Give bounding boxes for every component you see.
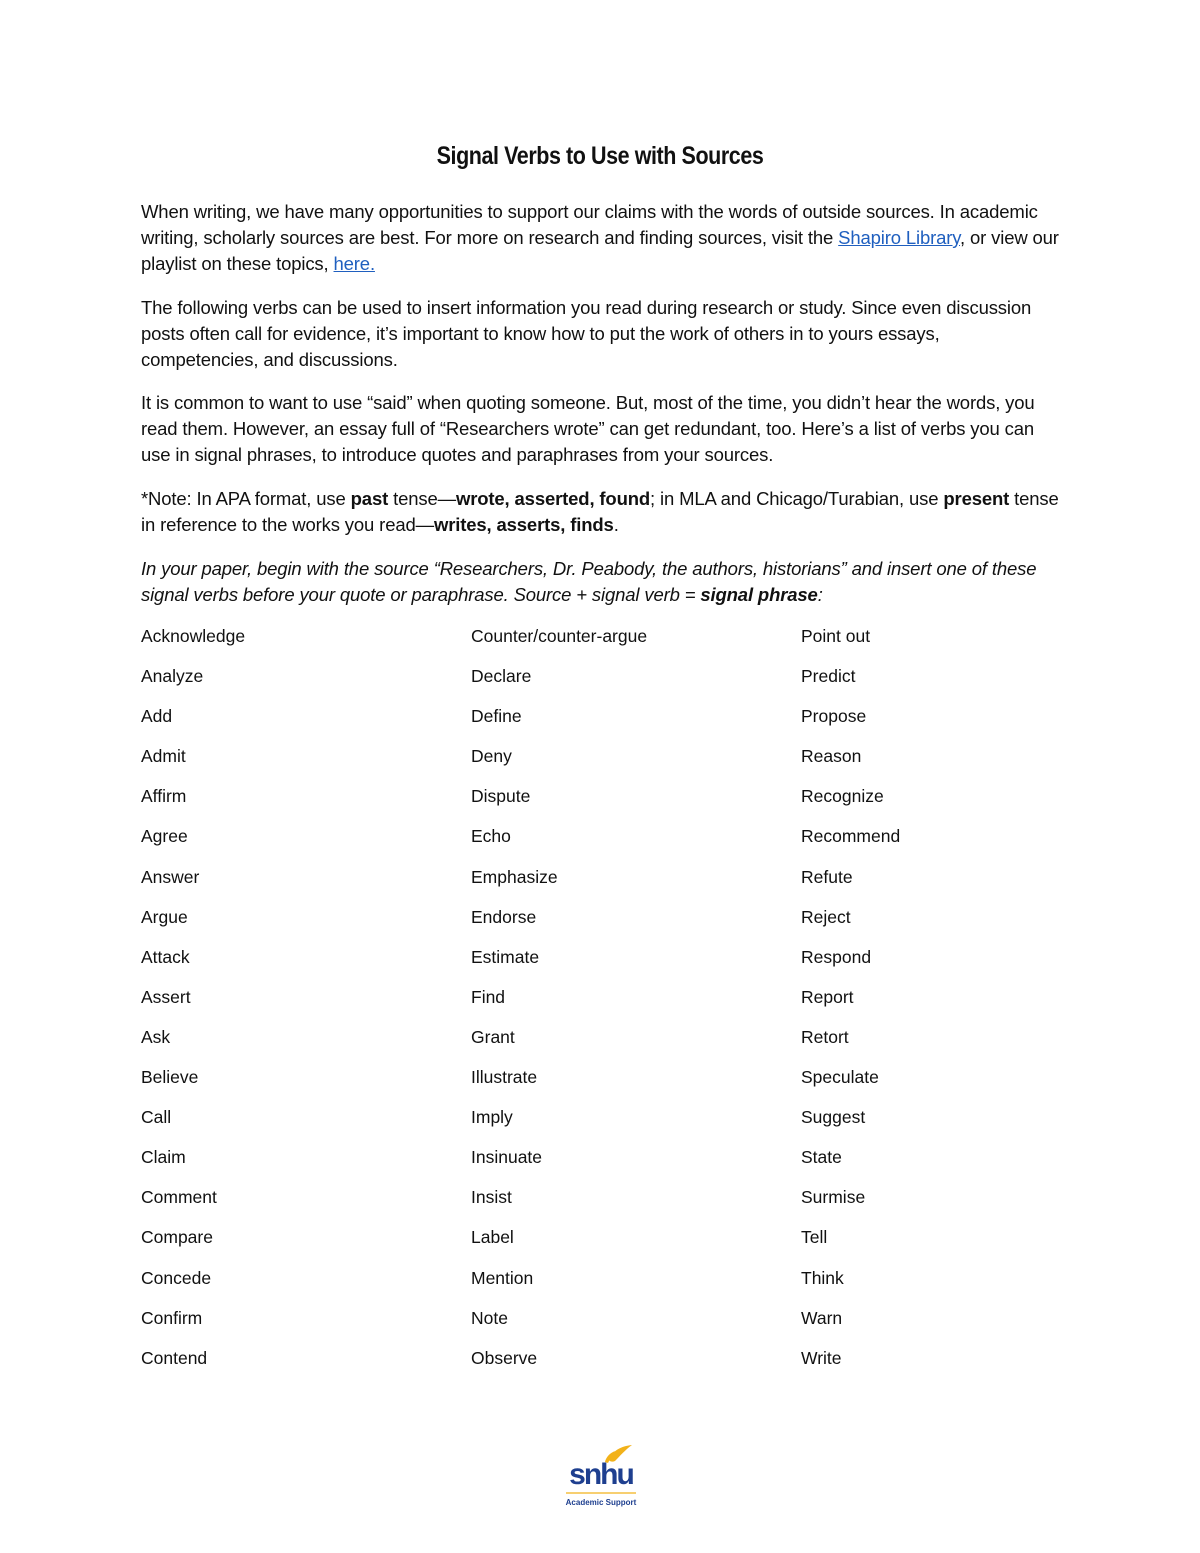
signal-verb: Endorse: [471, 906, 537, 927]
signal-verb: Concede: [141, 1267, 212, 1288]
signal-verb: Suggest: [801, 1107, 866, 1128]
signal-verb: Think: [801, 1267, 844, 1288]
signal-verb: Acknowledge: [141, 626, 246, 646]
signal-verb: Believe: [141, 1067, 199, 1088]
signal-verb: Affirm: [141, 786, 187, 807]
signal-verb: Comment: [141, 1187, 217, 1208]
signal-verb: Recommend: [801, 826, 901, 847]
signal-verb: Write: [801, 1347, 842, 1368]
signal-verb: Estimate: [471, 946, 540, 967]
tense-note-paragraph: [141, 486, 1061, 538]
note-text-2: tense—: [388, 488, 456, 509]
signal-verb: Define: [471, 706, 522, 727]
intro-paragraph: [141, 199, 1061, 277]
signal-verb: Imply: [471, 1107, 513, 1128]
signal-verb: Label: [471, 1227, 514, 1248]
note-past: past: [350, 488, 389, 509]
note-apa-examples: wrote, asserted, found: [455, 488, 651, 509]
playlist-link[interactable]: here.: [333, 253, 375, 274]
note-present: present: [943, 488, 1010, 509]
note-text-3: ; in MLA and Chicago/Turabian, use: [650, 488, 944, 509]
signal-verb: Echo: [471, 826, 511, 847]
intro-text-1: When writing, we have many opportunities to support our claims with the words of outside sources. In academic writing, scholarly sources are best. For more on research and finding sources, visit the: [141, 201, 1038, 248]
signal-verb: Note: [471, 1307, 508, 1328]
page-title: Signal Verbs to Use with Sources: [436, 142, 764, 170]
signal-verb: Add: [141, 706, 173, 727]
verb-column-2: [471, 622, 791, 1384]
snhu-logo-graphic: [560, 1442, 642, 1514]
signal-verb: Call: [141, 1107, 172, 1128]
signal-verb: Point out: [801, 626, 871, 646]
signal-verb: Grant: [471, 1026, 515, 1047]
signal-verb: State: [801, 1147, 842, 1168]
snhu-logo: [560, 1442, 642, 1514]
note-text-1: *Note: In APA format, use: [141, 488, 351, 509]
signal-verb: Attack: [141, 946, 190, 967]
signal-verb: Speculate: [801, 1067, 879, 1088]
signal-verb: Insist: [471, 1187, 512, 1208]
signal-verb: Observe: [471, 1347, 538, 1368]
signal-verb: Respond: [801, 946, 872, 967]
signal-verb: Contend: [141, 1347, 208, 1368]
verb-column-1: [141, 622, 461, 1384]
verbs-usage-paragraph: The following verbs can be used to insert information you read during research or study. Since even discussion posts often call for evidence, it’s important to know how to put the work of others in to yours essays, competencies, and discussions.: [141, 297, 1032, 370]
signal-verb: Report: [801, 986, 854, 1007]
logo-wordmark: snhu: [569, 1458, 633, 1491]
signal-verb: Analyze: [141, 666, 204, 687]
said-paragraph: It is common to want to use “said” when quoting someone. But, most of the time, you didn’t hear the words, you read them. However, an essay full of “Researchers wrote” can get redundant, too. Here’s a list of verbs you can use in signal phrases, to introduce quotes and paraphrases from your sources.: [141, 392, 1035, 465]
signal-verb: Mention: [471, 1267, 534, 1288]
note-text-4: tense in reference to the works you read—: [141, 488, 1059, 535]
signal-verb: Propose: [801, 706, 867, 727]
signal-verb: Retort: [801, 1026, 849, 1047]
signal-verb: Confirm: [141, 1307, 203, 1328]
signal-phrase-paragraph: [141, 556, 1061, 608]
note-mla-examples: writes, asserts, finds: [433, 514, 614, 535]
signal-verb: Recognize: [801, 786, 884, 807]
signal-text-2: :: [817, 584, 823, 605]
signal-verb: Declare: [471, 666, 532, 687]
verb-column-3: [801, 622, 1121, 1384]
signal-text-1: In your paper, begin with the source “Researchers, Dr. Peabody, the authors, historians” and insert one of these signal verbs before your quote or paraphrase. Source + signal verb =: [141, 558, 1037, 605]
signal-verb: Answer: [141, 866, 200, 887]
shapiro-library-link[interactable]: Shapiro Library: [838, 227, 961, 248]
signal-verb: Predict: [801, 666, 856, 687]
intro-text-2: , or view our playlist on these topics,: [141, 227, 1059, 274]
note-text-5: .: [613, 514, 619, 535]
signal-verb: Agree: [141, 826, 188, 847]
signal-verb: Find: [471, 986, 506, 1007]
signal-verb: Admit: [141, 746, 186, 767]
signal-phrase-term: signal phrase: [700, 584, 818, 605]
logo-tagline: Academic Support: [565, 1498, 637, 1507]
signal-verb: Dispute: [471, 786, 531, 807]
signal-verb: Illustrate: [471, 1067, 538, 1088]
signal-verb: Refute: [801, 866, 853, 887]
signal-verb: Assert: [141, 986, 191, 1007]
signal-verb: Warn: [801, 1307, 843, 1328]
signal-verb: Insinuate: [471, 1147, 543, 1168]
signal-verb: Claim: [141, 1147, 186, 1168]
signal-verb: Deny: [471, 746, 512, 767]
signal-verb: Emphasize: [471, 866, 558, 887]
signal-verb: Counter/counter-argue: [471, 626, 648, 646]
signal-verb: Reject: [801, 906, 851, 927]
signal-verb: Surmise: [801, 1187, 866, 1208]
signal-verb: Reason: [801, 746, 862, 767]
signal-verb: Tell: [801, 1227, 828, 1248]
signal-verb: Ask: [141, 1026, 171, 1047]
signal-verb: Compare: [141, 1227, 213, 1248]
signal-verb: Argue: [141, 906, 188, 927]
